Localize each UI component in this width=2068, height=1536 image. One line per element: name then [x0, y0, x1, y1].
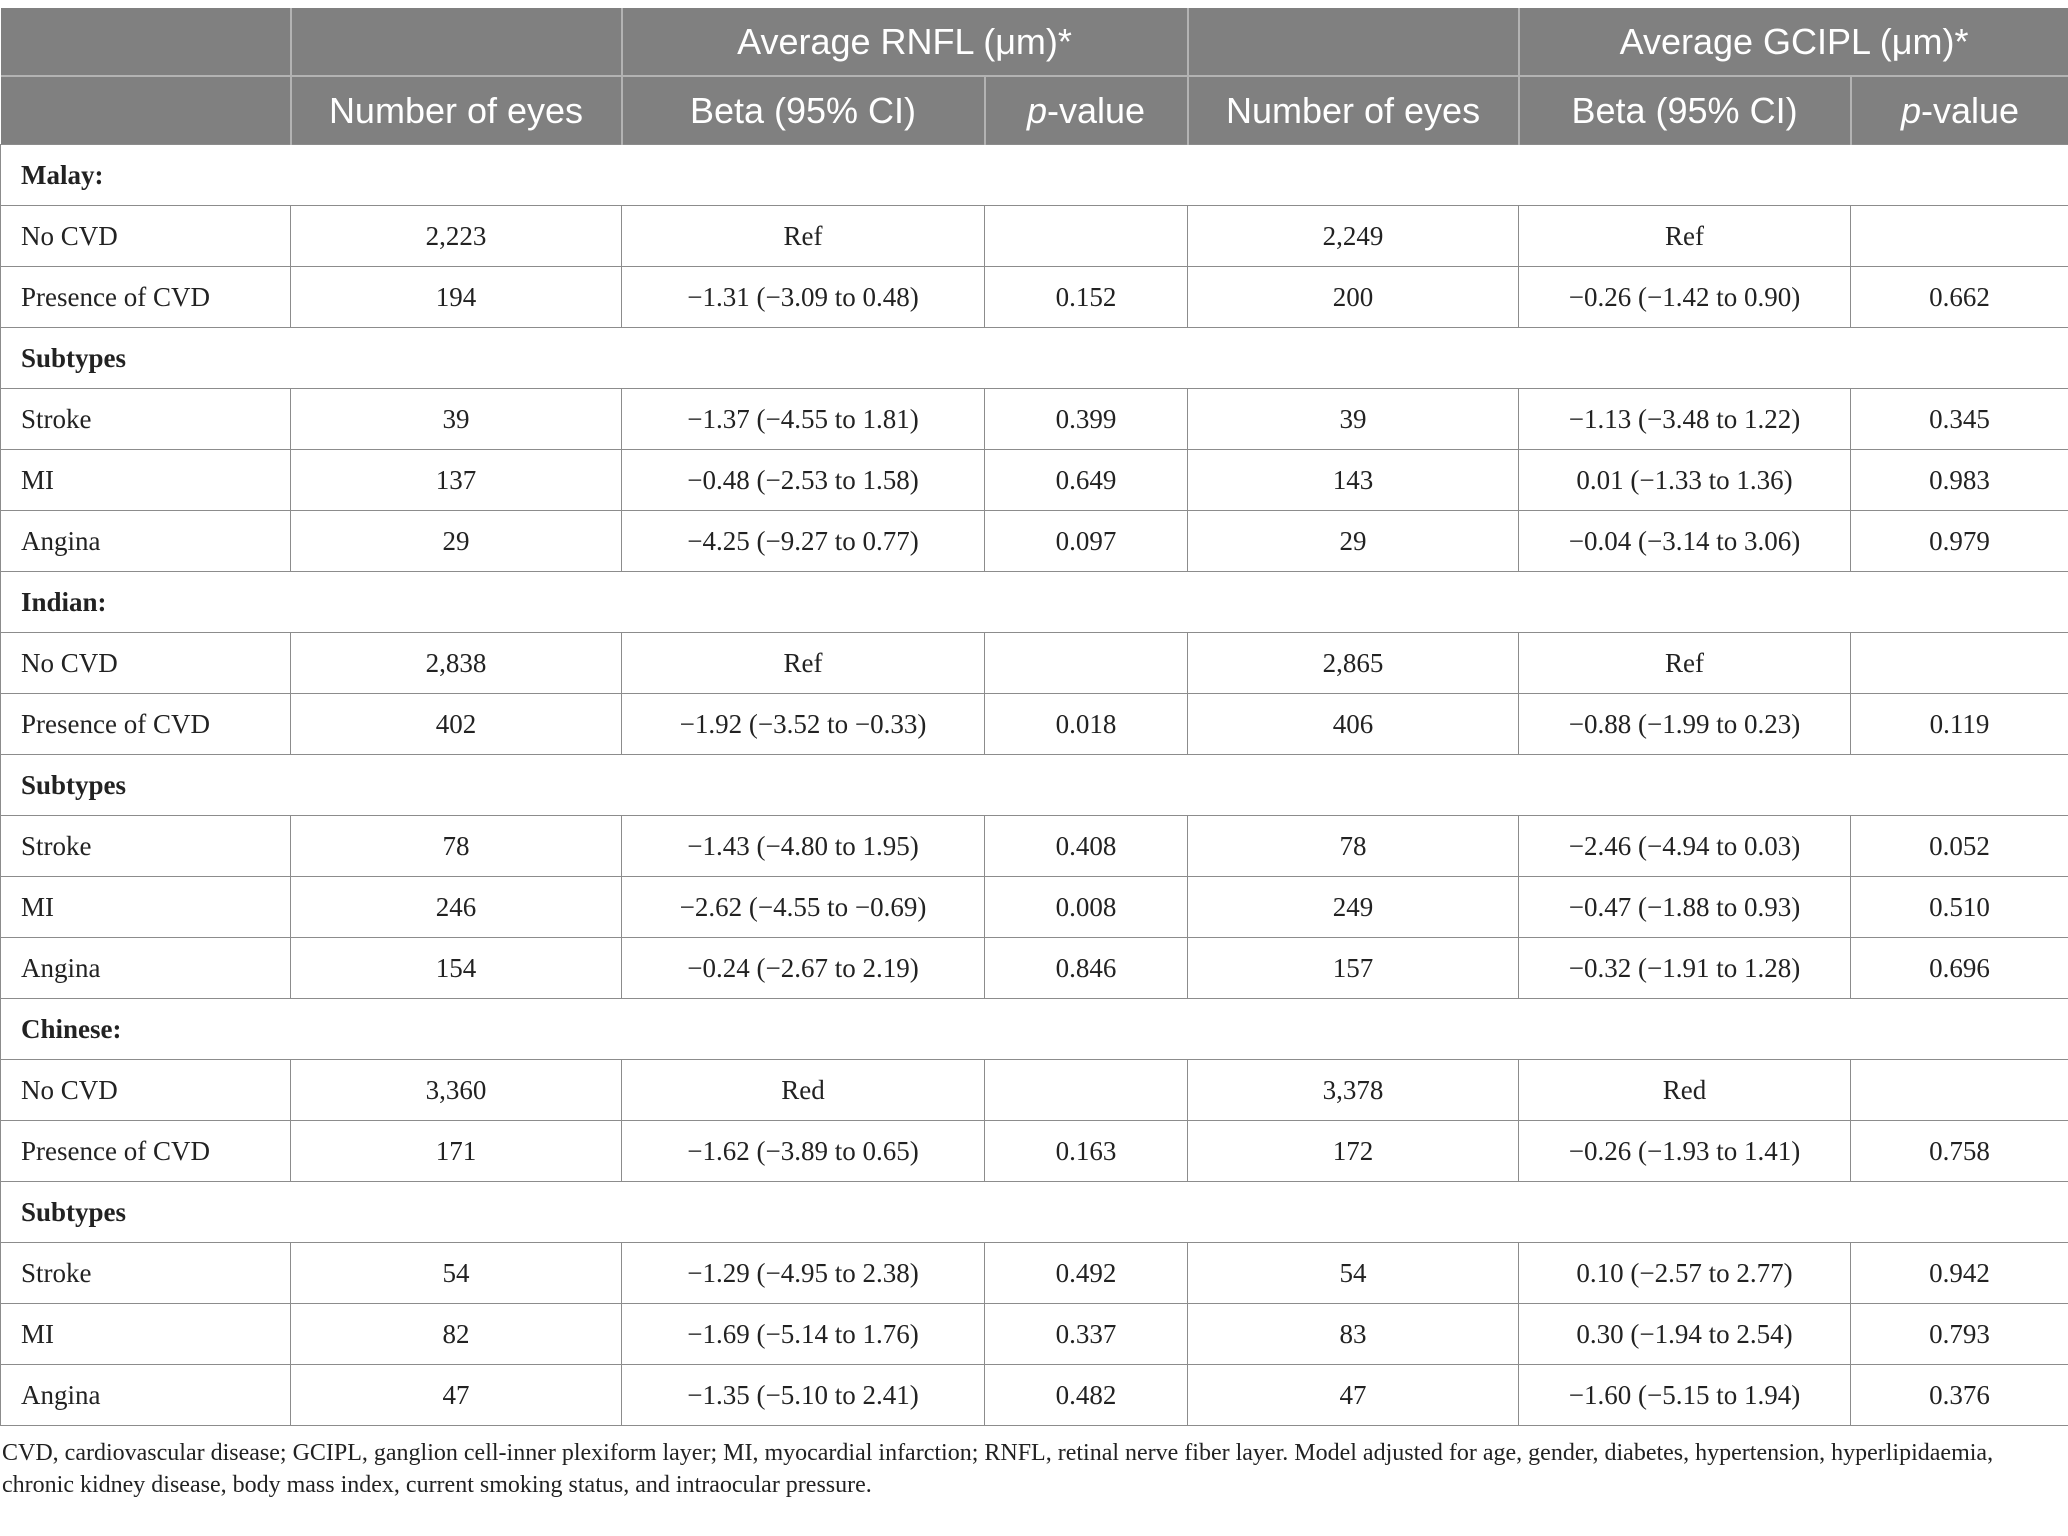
cell-gcipl-n: 143 [1188, 450, 1519, 511]
cell-gcipl-beta: Ref [1519, 633, 1851, 694]
cell-gcipl-beta: 0.10 (−2.57 to 2.77) [1519, 1243, 1851, 1304]
header-gcipl-eyes: Number of eyes [1188, 76, 1519, 145]
header-group-rnfl: Average RNFL (μm)* [622, 8, 1188, 76]
cell-rnfl-beta: −0.48 (−2.53 to 1.58) [622, 450, 985, 511]
p-italic: p [1026, 89, 1047, 131]
row-label: Stroke [1, 816, 291, 877]
cell-rnfl-beta: −2.62 (−4.55 to −0.69) [622, 877, 985, 938]
table-row [1, 450, 2068, 511]
cell-gcipl-p: 0.662 [1851, 267, 2068, 328]
header-rnfl-p [985, 76, 1188, 145]
cell-rnfl-p: 0.008 [985, 877, 1188, 938]
cell-gcipl-beta: Red [1519, 1060, 1851, 1121]
cell-gcipl-n: 2,249 [1188, 206, 1519, 267]
section-row [1, 755, 2068, 816]
cell-rnfl-n: 47 [291, 1365, 622, 1426]
cell-gcipl-p: 0.345 [1851, 389, 2068, 450]
header-label-column [1, 76, 291, 145]
cell-rnfl-n: 137 [291, 450, 622, 511]
cell-rnfl-p: 0.399 [985, 389, 1188, 450]
header-gcipl-p [1851, 76, 2068, 145]
p-italic: p [1900, 89, 1921, 131]
cell-gcipl-n: 172 [1188, 1121, 1519, 1182]
cell-rnfl-n: 29 [291, 511, 622, 572]
cell-gcipl-n: 54 [1188, 1243, 1519, 1304]
cell-gcipl-p: 0.942 [1851, 1243, 2068, 1304]
cell-gcipl-beta: −0.26 (−1.42 to 0.90) [1519, 267, 1851, 328]
cell-gcipl-p [1851, 206, 2068, 267]
cell-gcipl-beta: −2.46 (−4.94 to 0.03) [1519, 816, 1851, 877]
row-label: Angina [1, 511, 291, 572]
cell-rnfl-beta: −1.43 (−4.80 to 1.95) [622, 816, 985, 877]
cell-rnfl-n: 194 [291, 267, 622, 328]
cell-rnfl-n: 78 [291, 816, 622, 877]
section-row [1, 1182, 2068, 1243]
table-row [1, 1121, 2068, 1182]
cell-rnfl-p [985, 633, 1188, 694]
row-label: MI [1, 877, 291, 938]
p-suffix: -value [1921, 89, 2020, 131]
row-label: Stroke [1, 1243, 291, 1304]
cell-rnfl-beta: Red [622, 1060, 985, 1121]
cell-gcipl-p: 0.119 [1851, 694, 2068, 755]
table-body [1, 145, 2068, 1426]
cell-rnfl-p: 0.018 [985, 694, 1188, 755]
cell-rnfl-beta: −1.69 (−5.14 to 1.76) [622, 1304, 985, 1365]
table-row [1, 877, 2068, 938]
cell-rnfl-beta: −1.29 (−4.95 to 2.38) [622, 1243, 985, 1304]
cell-rnfl-n: 2,223 [291, 206, 622, 267]
cell-gcipl-n: 249 [1188, 877, 1519, 938]
cell-gcipl-beta: 0.01 (−1.33 to 1.36) [1519, 450, 1851, 511]
table-row [1, 1304, 2068, 1365]
cell-rnfl-beta: Ref [622, 633, 985, 694]
cell-gcipl-n: 406 [1188, 694, 1519, 755]
header-empty-cell [1188, 8, 1519, 76]
cell-gcipl-n: 47 [1188, 1365, 1519, 1426]
cell-rnfl-n: 54 [291, 1243, 622, 1304]
section-row [1, 328, 2068, 389]
table-row [1, 694, 2068, 755]
header-rnfl-beta: Beta (95% CI) [622, 76, 985, 145]
cell-gcipl-beta: Ref [1519, 206, 1851, 267]
cell-rnfl-p: 0.337 [985, 1304, 1188, 1365]
section-row [1, 999, 2068, 1060]
cell-rnfl-beta: −1.92 (−3.52 to −0.33) [622, 694, 985, 755]
header-group-row [1, 8, 2068, 76]
section-row [1, 572, 2068, 633]
row-label: No CVD [1, 206, 291, 267]
cell-gcipl-p: 0.696 [1851, 938, 2068, 999]
cell-rnfl-p: 0.846 [985, 938, 1188, 999]
table-footnote: CVD, cardiovascular disease; GCIPL, ganglion cell-inner plexiform layer; MI, myocardial infarction; RNFL, retinal nerve fiber layer. Model adjusted for age, gender, diabetes, hypertension, hyperlipidaemia, chronic kidney disease, body mass index, current smoking status, and intraocular pressure. [2, 1440, 1994, 1498]
cell-gcipl-beta: −0.04 (−3.14 to 3.06) [1519, 511, 1851, 572]
row-label: Presence of CVD [1, 1121, 291, 1182]
section-label: Subtypes [1, 1182, 2068, 1243]
table-row [1, 938, 2068, 999]
cell-rnfl-n: 171 [291, 1121, 622, 1182]
header-gcipl-beta: Beta (95% CI) [1519, 76, 1851, 145]
cell-gcipl-p: 0.376 [1851, 1365, 2068, 1426]
cell-gcipl-beta: −1.13 (−3.48 to 1.22) [1519, 389, 1851, 450]
section-label: Chinese: [1, 999, 2068, 1060]
row-label: Angina [1, 938, 291, 999]
cell-gcipl-beta: 0.30 (−1.94 to 2.54) [1519, 1304, 1851, 1365]
cell-rnfl-n: 2,838 [291, 633, 622, 694]
cell-rnfl-beta: −4.25 (−9.27 to 0.77) [622, 511, 985, 572]
results-table [0, 8, 2068, 1426]
cell-rnfl-n: 39 [291, 389, 622, 450]
p-suffix: -value [1046, 89, 1146, 131]
cell-rnfl-p [985, 206, 1188, 267]
cell-gcipl-p: 0.983 [1851, 450, 2068, 511]
header-empty-cell [1, 8, 291, 76]
cell-gcipl-n: 83 [1188, 1304, 1519, 1365]
header-rnfl-eyes: Number of eyes [291, 76, 622, 145]
table-row [1, 816, 2068, 877]
cell-gcipl-beta: −0.47 (−1.88 to 0.93) [1519, 877, 1851, 938]
cell-rnfl-p [985, 1060, 1188, 1121]
cell-gcipl-n: 157 [1188, 938, 1519, 999]
row-label: Presence of CVD [1, 694, 291, 755]
row-label: Angina [1, 1365, 291, 1426]
cell-rnfl-p: 0.492 [985, 1243, 1188, 1304]
row-label: Presence of CVD [1, 267, 291, 328]
cell-gcipl-p: 0.758 [1851, 1121, 2068, 1182]
table-row [1, 1060, 2068, 1121]
cell-gcipl-n: 200 [1188, 267, 1519, 328]
cell-gcipl-beta: −1.60 (−5.15 to 1.94) [1519, 1365, 1851, 1426]
cell-gcipl-n: 2,865 [1188, 633, 1519, 694]
cell-rnfl-beta: −1.35 (−5.10 to 2.41) [622, 1365, 985, 1426]
cell-gcipl-beta: −0.26 (−1.93 to 1.41) [1519, 1121, 1851, 1182]
cell-rnfl-n: 402 [291, 694, 622, 755]
section-label: Malay: [1, 145, 2068, 206]
cell-gcipl-p: 0.793 [1851, 1304, 2068, 1365]
cell-gcipl-p: 0.510 [1851, 877, 2068, 938]
cell-gcipl-p [1851, 633, 2068, 694]
table-row [1, 511, 2068, 572]
row-label: No CVD [1, 1060, 291, 1121]
cell-rnfl-p: 0.097 [985, 511, 1188, 572]
cell-gcipl-n: 3,378 [1188, 1060, 1519, 1121]
cell-gcipl-n: 29 [1188, 511, 1519, 572]
row-label: Stroke [1, 389, 291, 450]
cell-rnfl-p: 0.649 [985, 450, 1188, 511]
cell-gcipl-beta: −0.88 (−1.99 to 0.23) [1519, 694, 1851, 755]
table-row [1, 1243, 2068, 1304]
cell-rnfl-n: 246 [291, 877, 622, 938]
cell-rnfl-n: 82 [291, 1304, 622, 1365]
cell-gcipl-n: 78 [1188, 816, 1519, 877]
cell-gcipl-beta: −0.32 (−1.91 to 1.28) [1519, 938, 1851, 999]
cell-rnfl-p: 0.163 [985, 1121, 1188, 1182]
cell-rnfl-p: 0.408 [985, 816, 1188, 877]
header-group-gcipl: Average GCIPL (μm)* [1519, 8, 2068, 76]
table-row [1, 389, 2068, 450]
cell-rnfl-beta: Ref [622, 206, 985, 267]
cell-gcipl-n: 39 [1188, 389, 1519, 450]
cell-gcipl-p [1851, 1060, 2068, 1121]
cell-gcipl-p: 0.979 [1851, 511, 2068, 572]
cell-rnfl-beta: −1.62 (−3.89 to 0.65) [622, 1121, 985, 1182]
cell-rnfl-beta: −1.37 (−4.55 to 1.81) [622, 389, 985, 450]
table-row [1, 633, 2068, 694]
cell-rnfl-n: 154 [291, 938, 622, 999]
section-label: Subtypes [1, 755, 2068, 816]
section-label: Indian: [1, 572, 2068, 633]
row-label: No CVD [1, 633, 291, 694]
header-column-row [1, 76, 2068, 145]
table-row [1, 206, 2068, 267]
table-row [1, 267, 2068, 328]
table-header [1, 8, 2068, 145]
cell-gcipl-p: 0.052 [1851, 816, 2068, 877]
cell-rnfl-n: 3,360 [291, 1060, 622, 1121]
header-empty-cell [291, 8, 622, 76]
table-row [1, 1365, 2068, 1426]
section-label: Subtypes [1, 328, 2068, 389]
row-label: MI [1, 450, 291, 511]
section-row [1, 145, 2068, 206]
cell-rnfl-p: 0.152 [985, 267, 1188, 328]
cell-rnfl-beta: −0.24 (−2.67 to 2.19) [622, 938, 985, 999]
cell-rnfl-p: 0.482 [985, 1365, 1188, 1426]
cell-rnfl-beta: −1.31 (−3.09 to 0.48) [622, 267, 985, 328]
row-label: MI [1, 1304, 291, 1365]
table-container [0, 8, 2068, 1501]
